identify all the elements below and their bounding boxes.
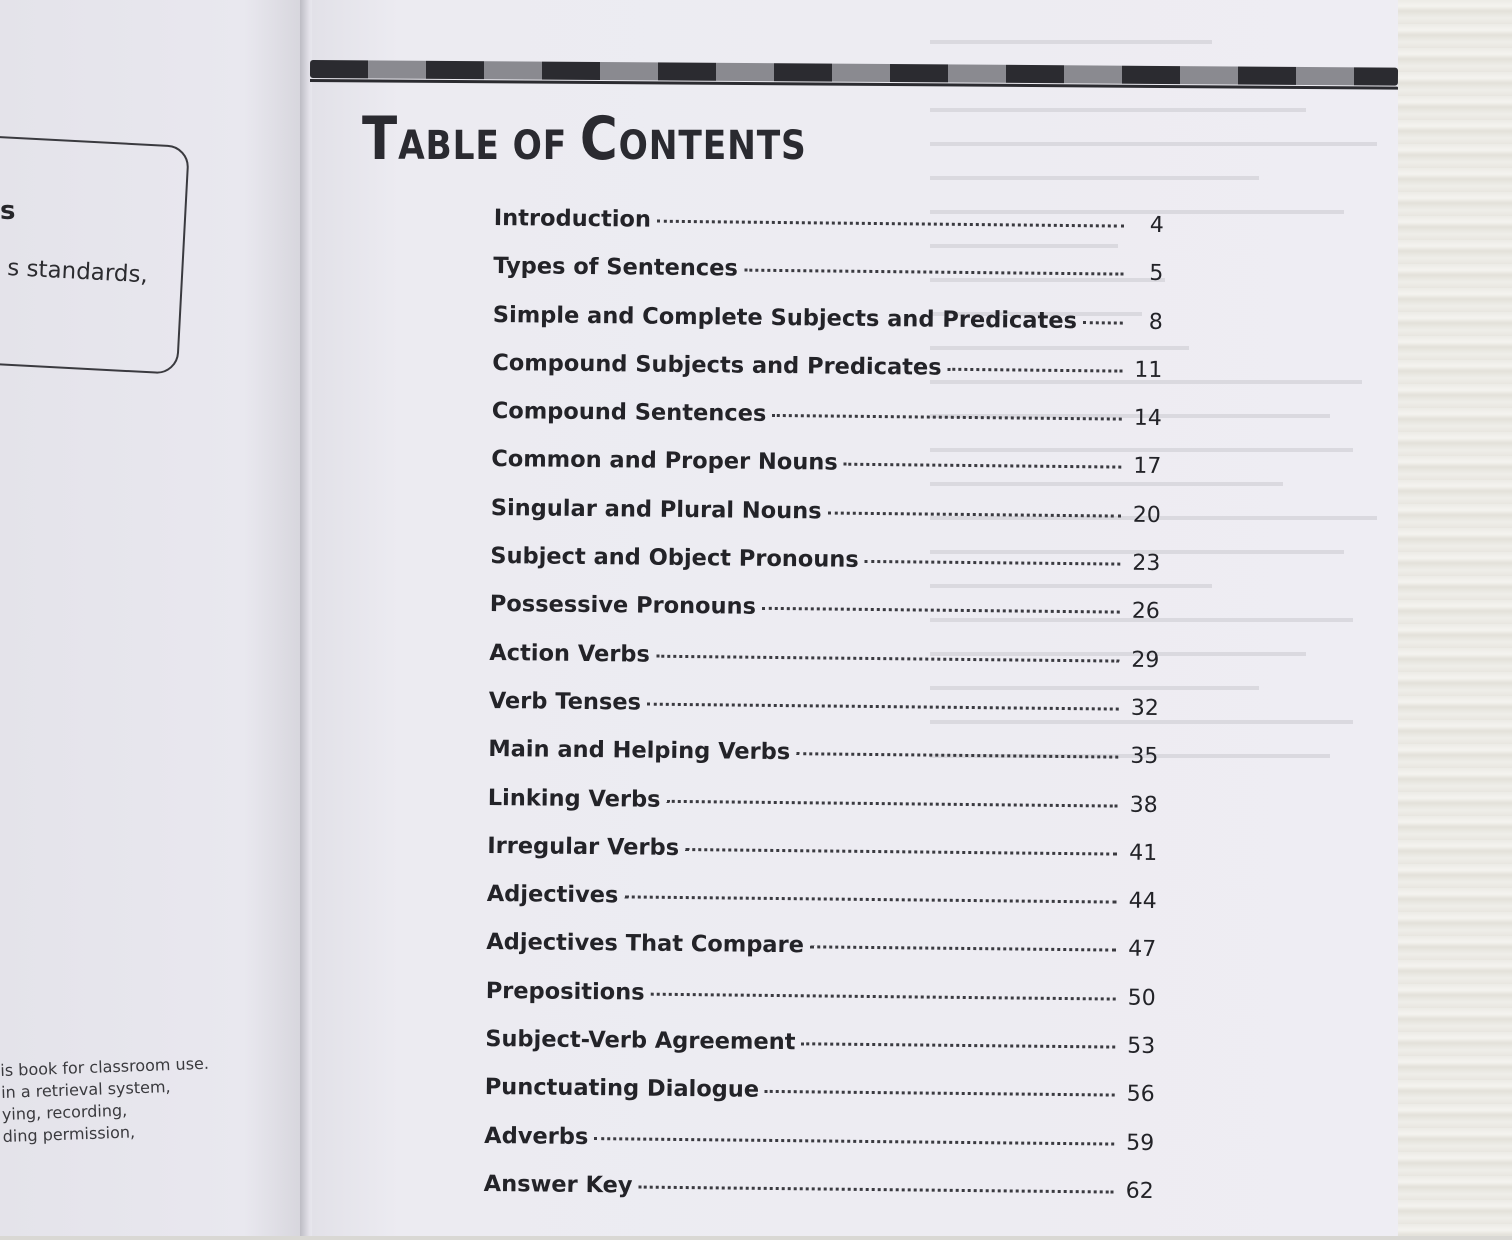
toc-list [483,205,1164,1226]
dot-leader [638,1186,1113,1194]
toc-entry-label: Possessive Pronouns [489,591,757,621]
toc-entry-page: 35 [1130,743,1159,770]
toc-entry-label: Prepositions [485,977,645,1006]
left-page [0,0,305,1236]
callout-heading-fragment: s [0,196,16,226]
toc-entry[interactable] [483,1171,1153,1226]
toc-entry-label: Subject-Verb Agreement [485,1026,796,1056]
toc-entry-page: 14 [1133,405,1162,432]
dot-leader [765,1090,1115,1097]
toc-entry-label: Subject and Object Pronouns [490,543,859,573]
toc-entry-page: 38 [1129,792,1158,818]
toc-entry-page: 53 [1127,1033,1156,1060]
dot-leader [685,848,1117,856]
toc-entry-page: 41 [1129,840,1158,866]
toc-entry[interactable] [492,350,1162,405]
dot-leader [762,607,1120,614]
dot-leader [744,269,1123,276]
dot-leader [594,1137,1114,1145]
toc-entry-page: 26 [1131,599,1160,625]
dot-leader [657,220,1124,228]
page-title: TABLE OF CONTENTS [362,104,807,174]
toc-entry[interactable] [486,881,1156,936]
toc-entry[interactable] [484,1123,1154,1178]
dot-leader [796,752,1118,758]
toc-entry-page: 20 [1132,502,1161,528]
toc-entry-label: Compound Subjects and Predicates [492,349,942,381]
toc-entry-page: 11 [1134,357,1163,383]
toc-entry-label: Compound Sentences [491,398,767,428]
toc-entry-label: Simple and Complete Subjects and Predicates [492,301,1078,334]
copyright-line: ying, recording, [1,1100,128,1124]
toc-entry[interactable] [492,302,1162,357]
toc-entry-page: 23 [1132,550,1161,577]
toc-entry-page: 8 [1148,309,1163,335]
toc-entry[interactable] [491,446,1161,501]
dot-leader [651,992,1116,1000]
table-surface [1398,0,1512,1236]
dot-leader [810,946,1116,952]
toc-entry-label: Action Verbs [489,639,651,668]
toc-entry-label: Punctuating Dialogue [484,1074,760,1104]
toc-entry[interactable] [485,1026,1155,1081]
toc-entry-label: Answer Key [483,1170,633,1199]
dot-leader [865,560,1121,566]
toc-entry[interactable] [486,929,1156,984]
toc-entry-page: 32 [1130,695,1159,721]
toc-entry[interactable] [485,978,1155,1033]
toc-entry[interactable] [490,495,1160,550]
toc-entry-page: 47 [1128,937,1157,963]
toc-entry[interactable] [488,736,1158,791]
toc-entry[interactable] [490,543,1160,598]
toc-entry-label: Types of Sentences [493,253,739,282]
toc-entry-label: Main and Helping Verbs [488,736,791,766]
toc-entry-label: Common and Proper Nouns [491,446,838,477]
dot-leader [656,654,1119,662]
toc-entry-label: Verb Tenses [488,687,642,716]
callout-box [0,134,190,374]
toc-entry[interactable] [493,253,1163,308]
toc-entry-label: Singular and Plural Nouns [490,494,822,525]
dot-leader [1083,321,1123,324]
toc-entry-page: 62 [1125,1178,1154,1204]
toc-entry-page: 59 [1126,1130,1155,1156]
toc-entry-label: Introduction [493,205,652,233]
toc-entry-label: Adjectives [486,881,619,909]
toc-entry[interactable] [487,833,1157,888]
dot-leader [624,896,1116,904]
dot-leader [772,414,1122,421]
toc-entry-label: Adverbs [484,1122,589,1150]
toc-entry[interactable] [487,785,1157,840]
dot-leader [828,511,1121,517]
toc-entry-page: 56 [1126,1082,1155,1108]
copyright-line: in a retrieval system, [0,1077,171,1102]
toc-entry[interactable] [489,591,1159,646]
toc-entry-label: Linking Verbs [487,784,661,813]
toc-entry-page: 17 [1133,454,1162,480]
dot-leader [948,368,1123,373]
dot-leader [667,799,1118,807]
dot-leader [647,703,1119,711]
copyright-line: ding permission, [2,1122,136,1146]
toc-entry[interactable] [489,640,1159,695]
dot-leader [801,1042,1115,1048]
toc-entry-label: Adjectives That Compare [486,929,805,959]
toc-entry[interactable] [491,398,1161,453]
copyright-notice [0,1052,243,1148]
toc-entry-page: 44 [1128,888,1157,915]
toc-entry-page: 29 [1131,647,1160,673]
toc-entry-page: 4 [1149,212,1164,239]
toc-entry[interactable] [493,205,1163,260]
copyright-line: is book for classroom use. [0,1053,210,1080]
toc-entry-label: Irregular Verbs [487,832,680,861]
toc-entry[interactable] [484,1074,1154,1129]
toc-entry[interactable] [488,688,1158,743]
dot-leader [844,463,1122,469]
toc-entry-page: 5 [1149,261,1164,287]
callout-text-fragment: s standards, [6,255,149,289]
toc-entry-page: 50 [1127,985,1156,1011]
